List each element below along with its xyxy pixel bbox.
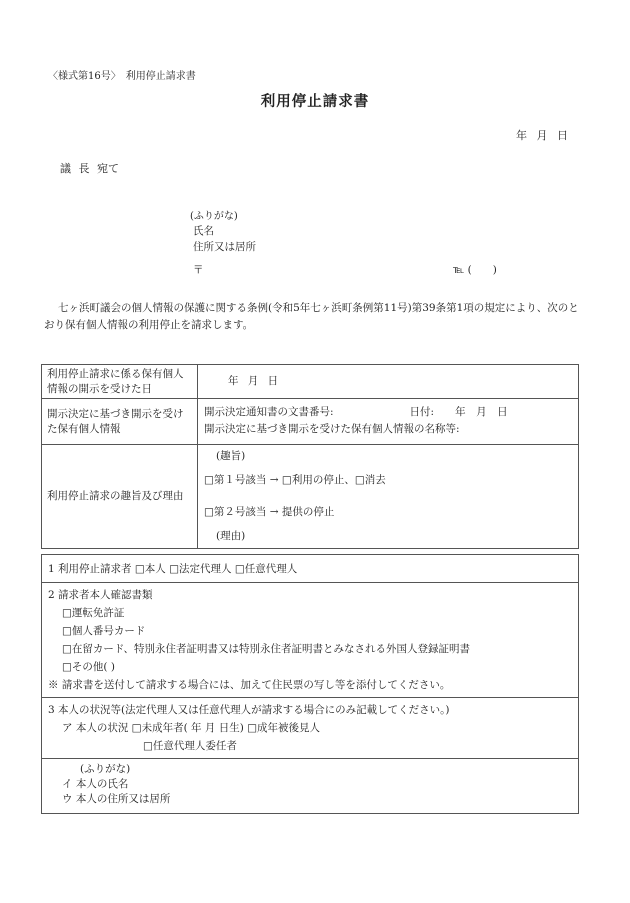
tel-label: ℡ ( ) <box>453 264 497 276</box>
row-label: 利用停止請求に係る保有個人情報の開示を受けた日 <box>42 365 198 398</box>
status-line[interactable]: ア 本人の状況 □未成年者( 年 月 日生) □成年被後見人 <box>62 722 321 734</box>
reason-label: (理由) <box>216 530 246 542</box>
date-line: 年 月 日 <box>516 129 568 142</box>
row-label: 開示決定に基づき開示を受けた保有個人情報 <box>42 399 198 444</box>
postal-mark: 〒 <box>193 264 204 276</box>
row-label: 利用停止請求の趣旨及び理由 <box>42 445 198 548</box>
id-option[interactable]: □その他( ) <box>62 661 115 673</box>
furigana-label: (ふりがな) <box>80 763 131 775</box>
note-text: ※ 請求書を送付して請求する場合には、加えて住民票の写し等を添付してください。 <box>48 679 451 691</box>
info-name-label: 開示決定に基づき開示を受けた保有個人情報の名称等: <box>204 423 460 435</box>
doc-date-label: 日付: 年 月 日 <box>409 406 508 418</box>
furigana-label: (ふりがな) <box>190 211 238 222</box>
addressee: 議 長 宛て <box>60 162 119 175</box>
principal-name-label[interactable]: イ 本人の氏名 <box>62 778 129 790</box>
page-title: 利用停止請求書 <box>260 93 370 110</box>
table-row <box>42 398 578 444</box>
doc-number-label: 開示決定通知書の文書番号: <box>204 406 334 418</box>
status-line[interactable]: □任意代理人委任者 <box>143 740 237 752</box>
option-1[interactable]: □第１号該当 → □利用の停止、□消去 <box>204 474 386 486</box>
id-option[interactable]: □在留カード、特別永住者証明書又は特別永住者証明書とみなされる外国人登録証明書 <box>62 643 470 655</box>
section-requester-type[interactable]: 1 利用停止請求者 □本人 □法定代理人 □任意代理人 <box>48 563 298 575</box>
id-option[interactable]: □運転免許証 <box>62 607 125 619</box>
principal-address-label[interactable]: ウ 本人の住所又は居所 <box>62 793 171 805</box>
requester-details-box <box>41 554 579 814</box>
table-row <box>42 444 578 548</box>
table-row <box>42 365 578 398</box>
intro-paragraph: 七ヶ浜町議会の個人情報の保護に関する条例(令和5年七ヶ浜町条例第11号)第39条第1項の規定により、次のとおり保有個人情報の利用停止を請求します。 <box>44 302 579 331</box>
disclosure-date-field[interactable]: 年 月 日 <box>228 375 279 387</box>
section-heading: 3 本人の状況等(法定代理人又は任意代理人が請求する場合にのみ記載してください。) <box>48 704 450 716</box>
form-number: 〈様式第16号〉 利用停止請求書 <box>48 71 196 82</box>
address-label: 住所又は居所 <box>193 241 256 253</box>
request-table <box>41 364 579 549</box>
purpose-reason-field[interactable] <box>198 445 578 548</box>
purpose-label: (趣旨) <box>216 450 246 462</box>
id-option[interactable]: □個人番号カード <box>62 625 146 637</box>
section-id-documents <box>42 582 578 697</box>
name-label: 氏名 <box>193 225 214 237</box>
section-heading: 2 請求者本人確認書類 <box>48 589 153 601</box>
disclosed-info-field[interactable] <box>198 399 578 444</box>
section-principal-info <box>42 758 578 813</box>
option-2[interactable]: □第２号該当 → 提供の停止 <box>204 506 335 518</box>
section-principal-status <box>42 697 578 758</box>
